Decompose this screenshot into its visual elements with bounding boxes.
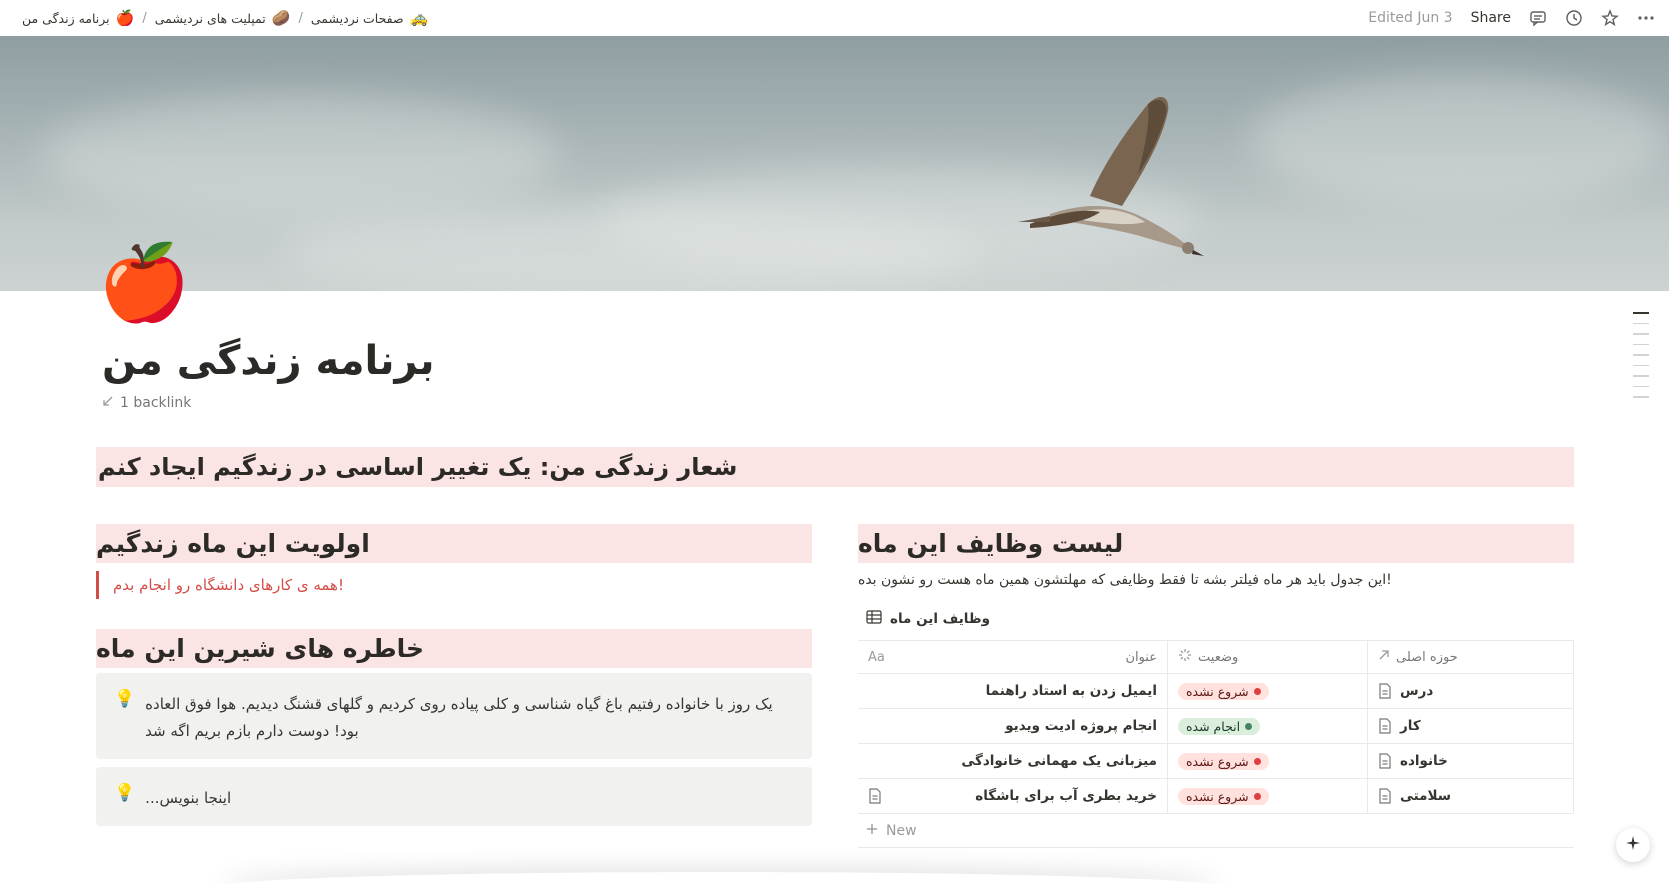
toc-line[interactable] — [1633, 333, 1649, 335]
area-label: خانواده — [1400, 753, 1448, 769]
comments-icon[interactable] — [1529, 9, 1547, 27]
area-label: کار — [1400, 718, 1421, 734]
column-header-area-label: حوزه اصلی — [1396, 649, 1458, 665]
page-icon-small — [1378, 788, 1392, 804]
toc-line[interactable] — [1633, 344, 1649, 346]
priority-heading[interactable] — [96, 524, 812, 563]
new-row-label: New — [886, 822, 917, 839]
task-title-cell[interactable] — [858, 744, 1168, 778]
breadcrumb-label: برنامه زندگی من — [22, 10, 110, 26]
toc-line[interactable] — [1633, 323, 1649, 325]
backlink-link[interactable] — [102, 395, 191, 411]
top-bar — [0, 0, 1669, 36]
seagull-icon — [1010, 66, 1230, 266]
breadcrumb-label: تمپلیت های نردیشمی — [154, 10, 266, 26]
potato-icon: 🥔 — [271, 9, 291, 27]
area-cell[interactable] — [1368, 674, 1574, 708]
column-header-title[interactable] — [858, 641, 1168, 673]
status-label: شروع نشده — [1186, 753, 1249, 769]
area-cell[interactable] — [1368, 709, 1574, 743]
toc-line[interactable] — [1633, 375, 1649, 377]
text-type-icon: Aa — [868, 649, 885, 665]
table-row[interactable] — [858, 744, 1574, 779]
priority-heading-text: اولویت این ماه زندگیم — [96, 529, 370, 558]
database-title-text: وظایف این ماه — [890, 611, 990, 627]
toc-line[interactable] — [1633, 365, 1649, 367]
sparkle-icon — [1625, 835, 1641, 855]
star-icon[interactable] — [1601, 9, 1619, 27]
memory-callout[interactable] — [96, 673, 812, 759]
breadcrumb — [22, 9, 428, 27]
breadcrumb-separator: / — [298, 10, 303, 26]
breadcrumb-item-pages[interactable] — [311, 9, 428, 27]
status-label: شروع نشده — [1186, 788, 1249, 804]
status-cell[interactable] — [1168, 779, 1368, 813]
page-icon-small — [1378, 683, 1392, 699]
backlink-label: 1 backlink — [120, 395, 192, 411]
column-header-status[interactable] — [1168, 641, 1368, 673]
task-title-cell[interactable] — [858, 779, 1168, 813]
column-header-title-label: عنوان — [1125, 649, 1157, 665]
toc-line[interactable] — [1633, 386, 1649, 388]
column-header-status-label: وضعیت — [1198, 649, 1239, 665]
status-badge — [1178, 718, 1260, 735]
area-label: سلامتی — [1400, 788, 1452, 804]
toc-line[interactable] — [1633, 354, 1649, 356]
bottom-shadow — [220, 872, 1220, 884]
status-cell[interactable] — [1168, 709, 1368, 743]
table-of-contents[interactable] — [1633, 312, 1649, 398]
column-header-area[interactable] — [1368, 641, 1574, 673]
table-row[interactable] — [858, 779, 1574, 814]
plus-icon — [866, 823, 878, 839]
ai-assistant-button[interactable] — [1616, 828, 1650, 862]
status-cell[interactable] — [1168, 674, 1368, 708]
table-header-row — [858, 640, 1574, 674]
task-title: میزبانی یک مهمانی خانوادگی — [961, 753, 1157, 769]
database-title[interactable] — [866, 610, 990, 628]
status-label: شروع نشده — [1186, 683, 1249, 699]
status-cell[interactable] — [1168, 744, 1368, 778]
area-cell[interactable] — [1368, 779, 1574, 813]
breadcrumb-label: صفحات نردیشمی — [310, 10, 404, 26]
lightbulb-icon: 💡 — [114, 783, 136, 803]
task-title-cell[interactable] — [858, 709, 1168, 743]
status-badge — [1178, 683, 1269, 700]
table-icon — [866, 610, 882, 628]
area-cell[interactable] — [1368, 744, 1574, 778]
tasks-heading-text: لیست وظایف این ماه — [858, 529, 1124, 558]
apple-icon: 🍎 — [115, 9, 135, 27]
cover-image — [0, 36, 1669, 291]
relation-arrow-icon — [1378, 649, 1390, 665]
motto-text: شعار زندگی من: یک تغییر اساسی در زندگیم ایجاد کنم — [98, 453, 738, 481]
toc-line[interactable] — [1633, 396, 1649, 398]
memories-heading[interactable] — [96, 629, 812, 668]
area-label: درس — [1400, 683, 1434, 699]
page-icon[interactable]: 🍎 — [98, 240, 191, 326]
lightbulb-icon: 💡 — [114, 689, 136, 709]
priority-quote-text: !همه ی کارهای دانشگاه رو انجام بدم — [113, 576, 344, 594]
tasks-heading[interactable] — [858, 524, 1574, 563]
clock-icon[interactable] — [1565, 9, 1583, 27]
tasks-table — [858, 640, 1574, 848]
breadcrumb-separator: / — [142, 10, 147, 26]
status-loading-icon — [1178, 648, 1192, 666]
page-icon-small — [868, 788, 882, 804]
memories-heading-text: خاطره های شیرین این ماه — [96, 634, 425, 663]
edited-timestamp: Edited Jun 3 — [1368, 10, 1453, 26]
write-here-callout[interactable] — [96, 767, 812, 826]
share-button[interactable]: Share — [1470, 10, 1511, 26]
priority-quote[interactable] — [96, 571, 812, 599]
table-row[interactable] — [858, 709, 1574, 744]
table-row[interactable] — [858, 674, 1574, 709]
status-badge — [1178, 753, 1269, 770]
motto-heading[interactable] — [96, 447, 1574, 487]
page-title[interactable]: برنامه زندگی من — [102, 338, 435, 384]
write-here-text: اینجا بنویس... — [145, 789, 232, 807]
task-title-cell[interactable] — [858, 674, 1168, 708]
arrow-down-left-icon — [102, 395, 114, 411]
toc-line[interactable] — [1633, 312, 1649, 314]
breadcrumb-item-templates[interactable] — [155, 9, 291, 27]
task-title: خرید بطری آب برای باشگاه — [975, 788, 1157, 804]
page-icon-small — [1378, 718, 1392, 734]
memory-callout-text: یک روز با خانواده رفتیم باغ گیاه شناسی و کلی پیاده روی کردیم و گلهای قشنگ دیدیم. هوا فوق العاده بود! دوست دارم بازم بریم اگه شد — [145, 695, 773, 740]
new-row-button[interactable] — [858, 814, 1574, 848]
status-label: انجام شده — [1186, 718, 1241, 734]
top-actions — [1368, 9, 1655, 27]
page-icon-small — [1378, 753, 1392, 769]
task-title: ایمیل زدن به استاد راهنما — [985, 683, 1157, 699]
taxi-icon: 🚕 — [409, 9, 429, 27]
more-icon[interactable] — [1637, 9, 1655, 27]
status-badge — [1178, 788, 1269, 805]
task-title: انجام پروژه ادیت ویدیو — [1005, 718, 1157, 734]
filter-note: !این جدول باید هر ماه فیلتر بشه تا فقط وظایفی که مهلتشون همین ماه هست رو نشون بده — [858, 572, 1392, 588]
breadcrumb-item-current[interactable] — [22, 9, 134, 27]
